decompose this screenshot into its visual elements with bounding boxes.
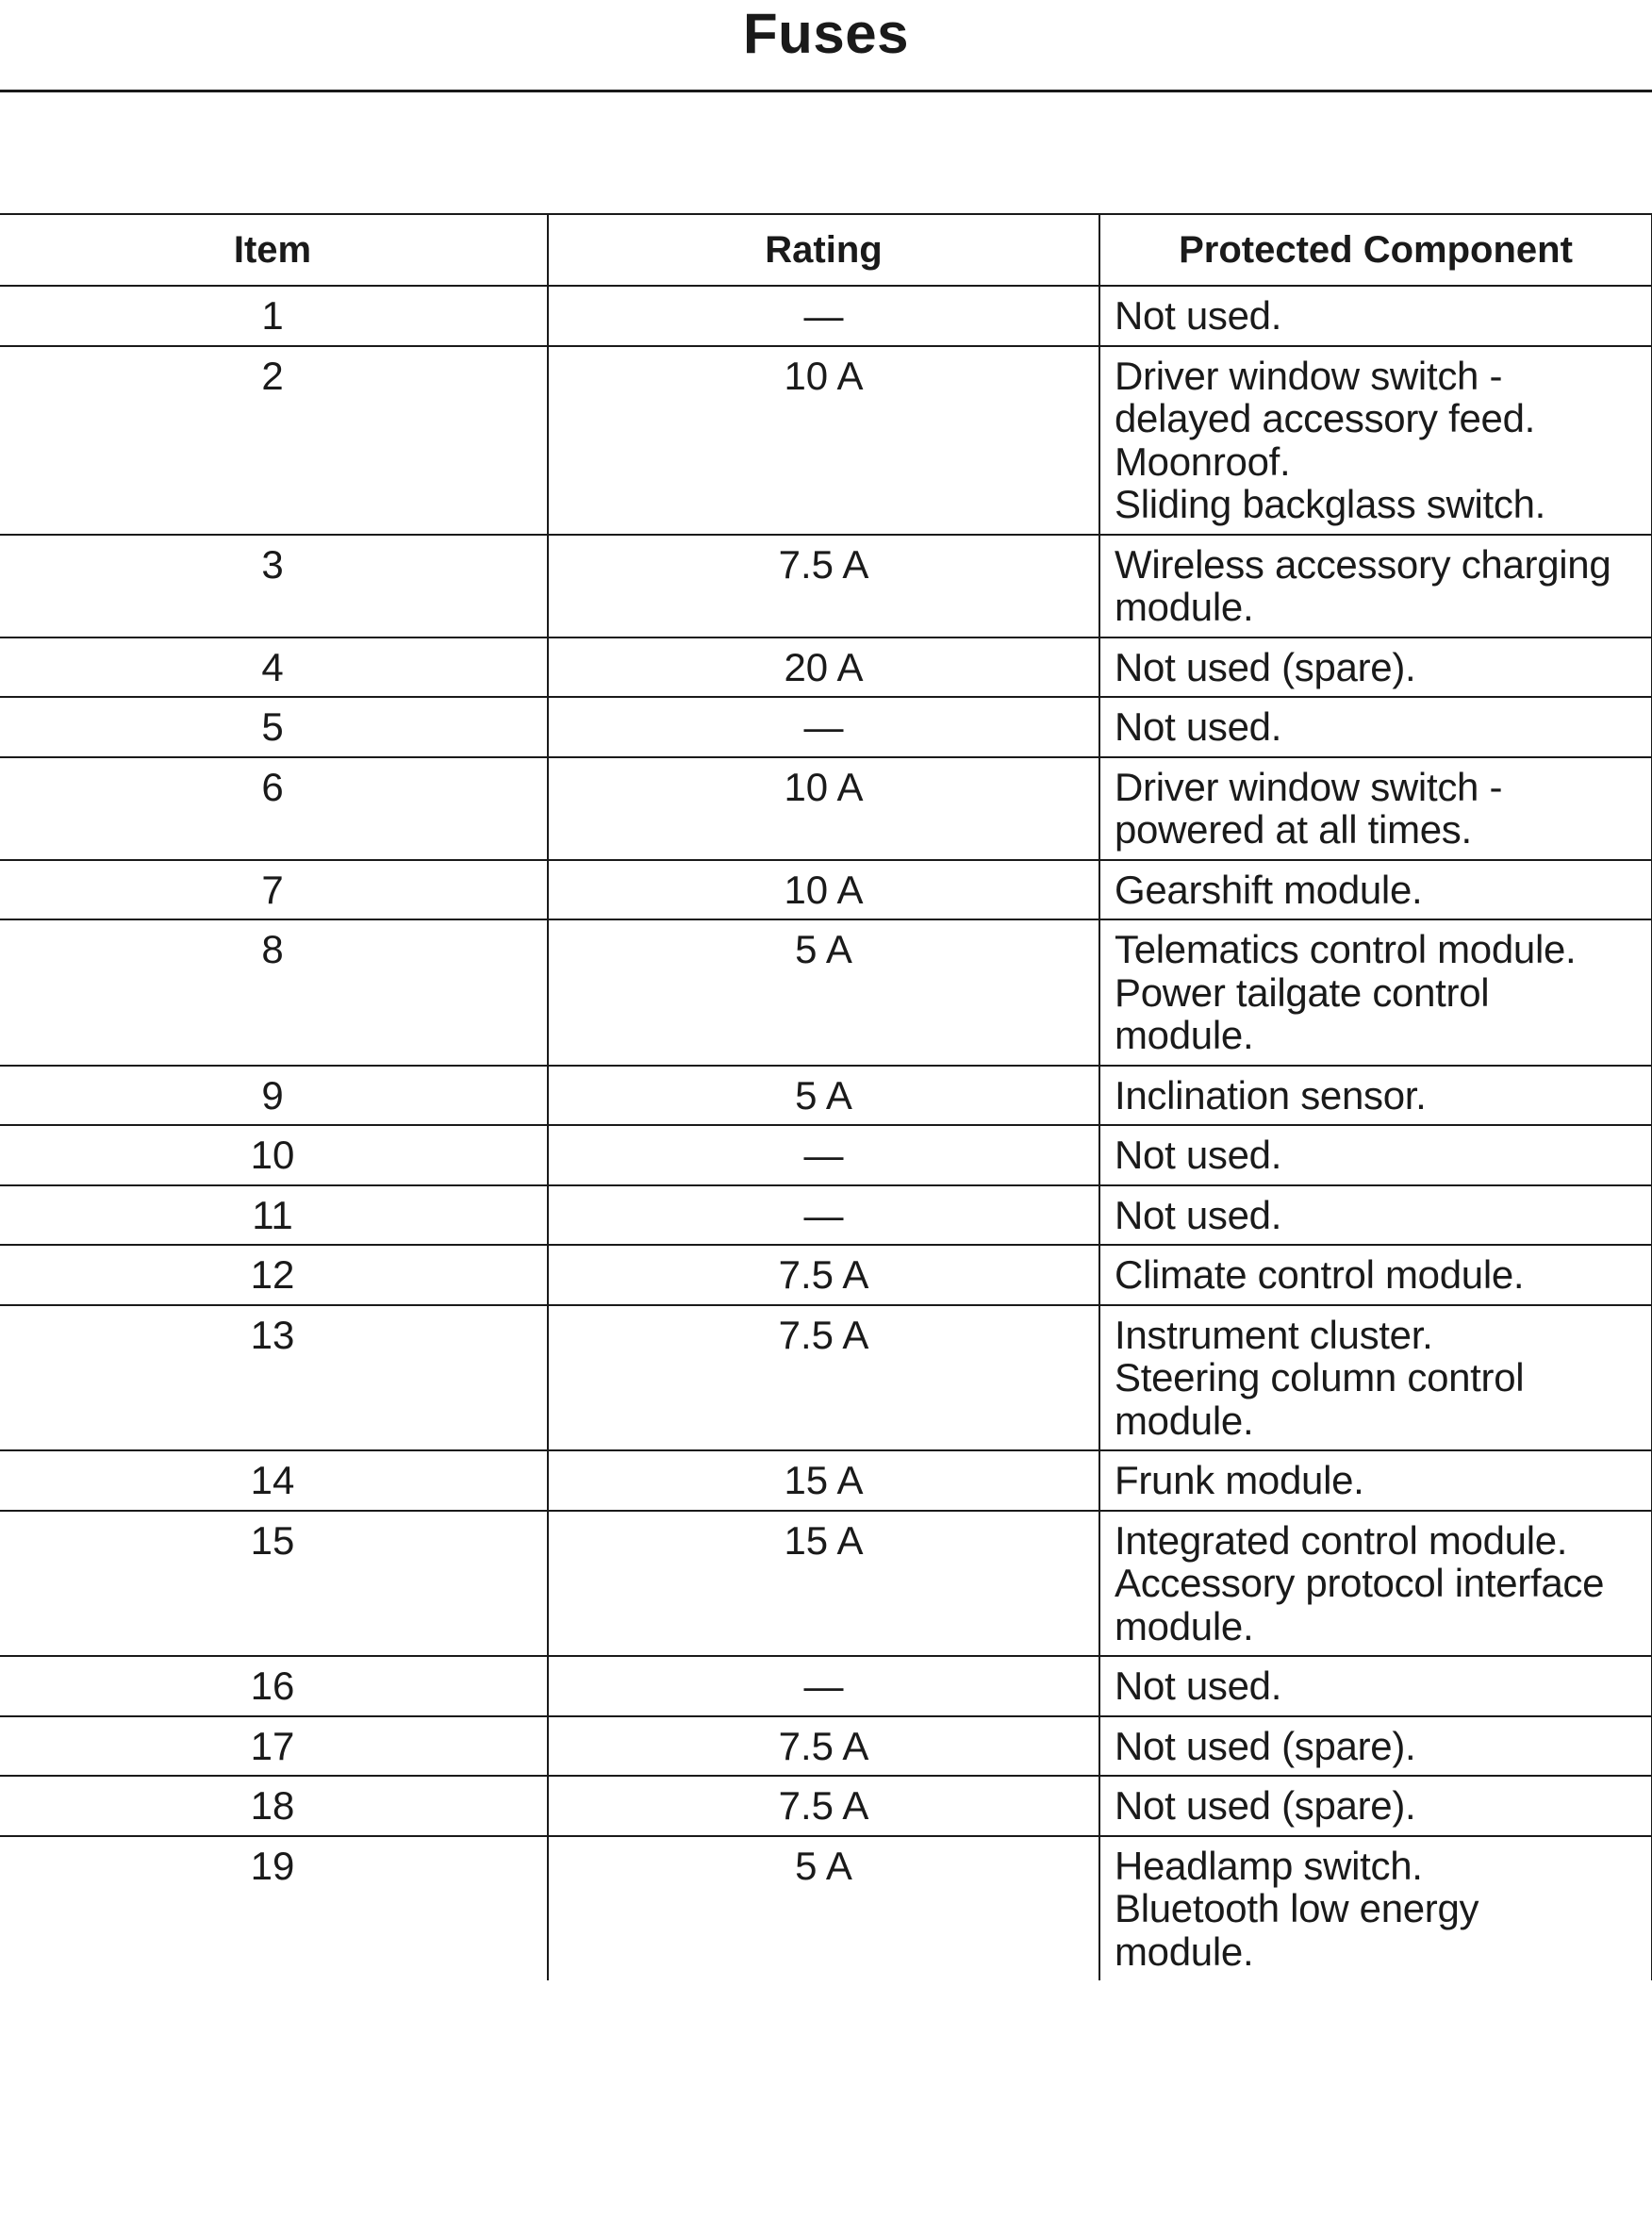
table-row <box>0 1716 1652 1777</box>
cell-protected-component: Telematics control module. Power tailgate control module. <box>1099 919 1652 1066</box>
table-row <box>0 1656 1652 1716</box>
cell-protected-component: Headlamp switch. Bluetooth low energy module. <box>1099 1836 1652 1981</box>
cell-rating: — <box>548 1185 1099 1246</box>
cell-rating: 7.5 A <box>548 1305 1099 1451</box>
table-row <box>0 757 1652 860</box>
cell-item: 4 <box>0 637 548 698</box>
table-row <box>0 860 1652 920</box>
header-rating: Rating <box>548 214 1099 286</box>
cell-item: 18 <box>0 1776 548 1836</box>
table-header-row <box>0 214 1652 286</box>
table-row <box>0 697 1652 757</box>
cell-protected-component: Instrument cluster. Steering column control module. <box>1099 1305 1652 1451</box>
table-row <box>0 1511 1652 1657</box>
cell-rating: 5 A <box>548 1836 1099 1981</box>
cell-rating: 10 A <box>548 860 1099 920</box>
cell-item: 6 <box>0 757 548 860</box>
table-row <box>0 535 1652 637</box>
table-row <box>0 637 1652 698</box>
cell-item: 11 <box>0 1185 548 1246</box>
table-row <box>0 1450 1652 1511</box>
cell-protected-component: Not used. <box>1099 1125 1652 1185</box>
title-divider <box>0 90 1652 92</box>
table-row <box>0 1776 1652 1836</box>
cell-item: 9 <box>0 1066 548 1126</box>
cell-rating: 15 A <box>548 1511 1099 1657</box>
table-row <box>0 1245 1652 1305</box>
cell-rating: 5 A <box>548 1066 1099 1126</box>
cell-protected-component: Not used. <box>1099 1185 1652 1246</box>
cell-protected-component: Wireless accessory charging module. <box>1099 535 1652 637</box>
cell-rating: 10 A <box>548 346 1099 535</box>
cell-rating: 7.5 A <box>548 1776 1099 1836</box>
cell-protected-component: Not used (spare). <box>1099 1716 1652 1777</box>
cell-item: 8 <box>0 919 548 1066</box>
cell-protected-component: Climate control module. <box>1099 1245 1652 1305</box>
table-row <box>0 346 1652 535</box>
cell-rating: 5 A <box>548 919 1099 1066</box>
page-title: Fuses <box>743 2 909 65</box>
cell-protected-component: Frunk module. <box>1099 1450 1652 1511</box>
cell-item: 1 <box>0 286 548 346</box>
cell-item: 17 <box>0 1716 548 1777</box>
cell-rating: 10 A <box>548 757 1099 860</box>
table-row <box>0 919 1652 1066</box>
cell-item: 2 <box>0 346 548 535</box>
header-protected-component: Protected Component <box>1099 214 1652 286</box>
table-row <box>0 1836 1652 1981</box>
cell-rating: 7.5 A <box>548 535 1099 637</box>
table-row <box>0 1125 1652 1185</box>
cell-rating: 7.5 A <box>548 1245 1099 1305</box>
cell-rating: — <box>548 1125 1099 1185</box>
cell-protected-component: Not used. <box>1099 697 1652 757</box>
cell-item: 15 <box>0 1511 548 1657</box>
cell-protected-component: Integrated control module. Accessory protocol interface module. <box>1099 1511 1652 1657</box>
cell-item: 10 <box>0 1125 548 1185</box>
cell-item: 12 <box>0 1245 548 1305</box>
header-item: Item <box>0 214 548 286</box>
cell-protected-component: Not used (spare). <box>1099 1776 1652 1836</box>
cell-item: 14 <box>0 1450 548 1511</box>
cell-protected-component: Driver window switch - powered at all times. <box>1099 757 1652 860</box>
table-row <box>0 1066 1652 1126</box>
cell-rating: 15 A <box>548 1450 1099 1511</box>
table-body <box>0 286 1652 1980</box>
cell-rating: — <box>548 697 1099 757</box>
cell-item: 19 <box>0 1836 548 1981</box>
cell-item: 13 <box>0 1305 548 1451</box>
cell-protected-component: Inclination sensor. <box>1099 1066 1652 1126</box>
cell-protected-component: Gearshift module. <box>1099 860 1652 920</box>
cell-rating: — <box>548 286 1099 346</box>
cell-protected-component: Not used (spare). <box>1099 637 1652 698</box>
cell-protected-component: Not used. <box>1099 1656 1652 1716</box>
table-row <box>0 1185 1652 1246</box>
fuse-table <box>0 213 1652 1980</box>
cell-item: 3 <box>0 535 548 637</box>
cell-rating: — <box>548 1656 1099 1716</box>
cell-protected-component: Driver window switch - delayed accessory feed. Moonroof. Sliding backglass switch. <box>1099 346 1652 535</box>
table-row <box>0 286 1652 346</box>
table-row <box>0 1305 1652 1451</box>
cell-rating: 20 A <box>548 637 1099 698</box>
cell-item: 7 <box>0 860 548 920</box>
cell-rating: 7.5 A <box>548 1716 1099 1777</box>
cell-protected-component: Not used. <box>1099 286 1652 346</box>
cell-item: 16 <box>0 1656 548 1716</box>
cell-item: 5 <box>0 697 548 757</box>
